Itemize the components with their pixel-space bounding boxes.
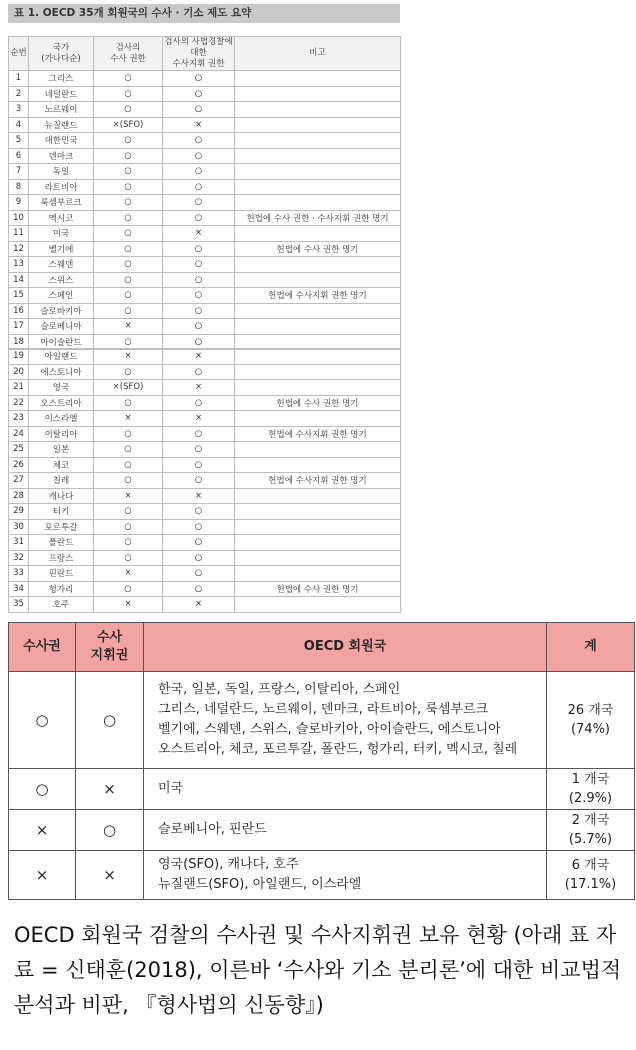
table-row xyxy=(9,164,401,180)
summary-count: 6 개국 xyxy=(571,858,610,873)
row-number: 25 xyxy=(9,442,29,458)
header-no: 순번 xyxy=(9,37,29,71)
summary-percent: (5.7%) xyxy=(568,832,613,847)
row-number: 17 xyxy=(9,319,29,335)
table-row xyxy=(9,71,401,87)
summary-countries-cell xyxy=(144,851,547,900)
table-row xyxy=(9,117,401,133)
summary-row xyxy=(9,769,635,810)
row-number: 21 xyxy=(9,380,29,396)
row-number: 18 xyxy=(9,334,29,350)
table-row xyxy=(9,288,401,304)
header-country-text: 국가 (가나다순) xyxy=(41,42,81,64)
row-investigation: ○ xyxy=(94,504,163,520)
row-number: 12 xyxy=(9,241,29,257)
row-investigation: ○ xyxy=(94,364,163,380)
row-direction: ○ xyxy=(163,164,235,180)
row-country: 헝가리 xyxy=(29,581,94,597)
table-row xyxy=(9,86,401,102)
row-country: 멕시코 xyxy=(29,210,94,226)
row-number: 9 xyxy=(9,195,29,211)
row-number: 26 xyxy=(9,457,29,473)
row-country: 스웨덴 xyxy=(29,257,94,273)
row-direction: × xyxy=(163,380,235,396)
row-number: 7 xyxy=(9,164,29,180)
row-investigation: ○ xyxy=(94,519,163,535)
row-direction: × xyxy=(163,488,235,504)
row-remarks xyxy=(235,71,401,87)
row-direction: ○ xyxy=(163,334,235,350)
row-remarks: 헌법에 수사 권한 명기 xyxy=(235,395,401,411)
row-direction: ○ xyxy=(163,426,235,442)
row-remarks: 헌법에 수사 권한 · 수사지휘 권한 명기 xyxy=(235,210,401,226)
table-row xyxy=(9,272,401,288)
row-remarks xyxy=(235,442,401,458)
summary-countries-line: 한국, 일본, 독일, 프랑스, 이탈리아, 스페인 xyxy=(158,682,401,697)
row-remarks xyxy=(235,257,401,273)
table-row xyxy=(9,210,401,226)
summary-row xyxy=(9,851,635,900)
row-country: 폴란드 xyxy=(29,535,94,551)
summary-direction-mark: × xyxy=(76,769,144,810)
row-direction: ○ xyxy=(163,241,235,257)
row-direction: ○ xyxy=(163,581,235,597)
row-country: 이탈리아 xyxy=(29,426,94,442)
row-investigation: ○ xyxy=(94,550,163,566)
row-direction: ○ xyxy=(163,71,235,87)
row-direction: ○ xyxy=(163,148,235,164)
row-investigation: × xyxy=(94,488,163,504)
row-investigation: × xyxy=(94,597,163,613)
row-remarks xyxy=(235,364,401,380)
row-remarks xyxy=(235,457,401,473)
row-investigation: × xyxy=(94,319,163,335)
row-number: 1 xyxy=(9,71,29,87)
row-number: 6 xyxy=(9,148,29,164)
row-country: 슬로베니아 xyxy=(29,319,94,335)
row-number: 23 xyxy=(9,411,29,427)
row-direction: ○ xyxy=(163,550,235,566)
summary-header-countries: OECD 회원국 xyxy=(144,623,547,672)
table-row xyxy=(9,581,401,597)
row-country: 아일랜드 xyxy=(29,349,94,365)
row-remarks xyxy=(235,117,401,133)
table-row xyxy=(9,102,401,118)
row-remarks xyxy=(235,488,401,504)
table-row xyxy=(9,179,401,195)
row-country: 벨기에 xyxy=(29,241,94,257)
row-number: 33 xyxy=(9,566,29,582)
row-direction: ○ xyxy=(163,566,235,582)
table-row xyxy=(9,195,401,211)
row-remarks xyxy=(235,597,401,613)
row-country: 덴마크 xyxy=(29,148,94,164)
table-row xyxy=(9,319,401,335)
row-direction: ○ xyxy=(163,195,235,211)
row-investigation: ○ xyxy=(94,133,163,149)
row-remarks xyxy=(235,566,401,582)
row-country: 그리스 xyxy=(29,71,94,87)
row-country: 포르투갈 xyxy=(29,519,94,535)
table-row xyxy=(9,395,401,411)
row-remarks xyxy=(235,319,401,335)
row-country: 터키 xyxy=(29,504,94,520)
row-direction: ○ xyxy=(163,133,235,149)
row-direction: ○ xyxy=(163,210,235,226)
summary-total-cell xyxy=(547,672,635,769)
row-number: 11 xyxy=(9,226,29,242)
summary-percent: (2.9%) xyxy=(568,791,613,806)
row-country: 영국 xyxy=(29,380,94,396)
row-remarks xyxy=(235,179,401,195)
table-row xyxy=(9,488,401,504)
summary-header-direction xyxy=(76,623,144,672)
summary-countries-line: 미국 xyxy=(158,781,184,796)
row-direction: ○ xyxy=(163,364,235,380)
summary-header-row xyxy=(9,623,635,672)
row-direction: ○ xyxy=(163,395,235,411)
row-remarks xyxy=(235,164,401,180)
table-row xyxy=(9,550,401,566)
row-number: 13 xyxy=(9,257,29,273)
row-country: 미국 xyxy=(29,226,94,242)
row-remarks xyxy=(235,86,401,102)
table1-part2 xyxy=(8,348,401,613)
row-investigation: ○ xyxy=(94,164,163,180)
row-investigation: ○ xyxy=(94,226,163,242)
summary-investigation-mark: ○ xyxy=(9,672,76,769)
row-direction: ○ xyxy=(163,535,235,551)
summary-countries-cell xyxy=(144,769,547,810)
row-country: 뉴질랜드 xyxy=(29,117,94,133)
table1-header-row xyxy=(9,37,401,71)
row-number: 10 xyxy=(9,210,29,226)
row-investigation: ○ xyxy=(94,535,163,551)
row-direction: × xyxy=(163,349,235,365)
row-investigation: ○ xyxy=(94,195,163,211)
row-number: 22 xyxy=(9,395,29,411)
header-investigation-text: 검사의 수사 권한 xyxy=(110,42,146,64)
row-direction: × xyxy=(163,597,235,613)
row-country: 스페인 xyxy=(29,288,94,304)
summary-countries-line: 뉴질랜드(SFO), 아일랜드, 이스라엘 xyxy=(158,877,362,892)
header-country xyxy=(29,37,94,71)
row-country: 일본 xyxy=(29,442,94,458)
table-row xyxy=(9,148,401,164)
row-investigation: ○ xyxy=(94,457,163,473)
row-number: 15 xyxy=(9,288,29,304)
row-number: 32 xyxy=(9,550,29,566)
row-country: 스위스 xyxy=(29,272,94,288)
row-remarks: 헌법에 수사 권한 명기 xyxy=(235,241,401,257)
summary-countries-line: 그리스, 네덜란드, 노르웨이, 덴마크, 라트비아, 룩셈부르크 xyxy=(158,702,489,717)
row-direction: ○ xyxy=(163,319,235,335)
table-row xyxy=(9,519,401,535)
summary-direction-mark: × xyxy=(76,851,144,900)
summary-countries-cell xyxy=(144,810,547,851)
row-country: 아이슬란드 xyxy=(29,334,94,350)
row-number: 4 xyxy=(9,117,29,133)
row-number: 30 xyxy=(9,519,29,535)
summary-count: 2 개국 xyxy=(571,813,610,828)
summary-percent: (17.1%) xyxy=(564,877,617,892)
row-number: 2 xyxy=(9,86,29,102)
summary-investigation-mark: × xyxy=(9,810,76,851)
row-direction: × xyxy=(163,411,235,427)
summary-header-total: 계 xyxy=(547,623,635,672)
row-country: 캐나다 xyxy=(29,488,94,504)
row-remarks xyxy=(235,102,401,118)
header-direction xyxy=(163,37,235,71)
row-country: 핀란드 xyxy=(29,566,94,582)
row-investigation: ○ xyxy=(94,272,163,288)
row-number: 34 xyxy=(9,581,29,597)
table-row xyxy=(9,473,401,489)
row-remarks xyxy=(235,411,401,427)
summary-direction-mark: ○ xyxy=(76,672,144,769)
summary-direction-mark: ○ xyxy=(76,810,144,851)
row-country: 프랑스 xyxy=(29,550,94,566)
row-remarks: 헌법에 수사지휘 권한 명기 xyxy=(235,426,401,442)
summary-header-direction-line2: 지휘권 xyxy=(90,648,129,663)
row-investigation: × xyxy=(94,411,163,427)
row-number: 28 xyxy=(9,488,29,504)
row-direction: ○ xyxy=(163,303,235,319)
table-row xyxy=(9,457,401,473)
row-number: 29 xyxy=(9,504,29,520)
summary-header-investigation: 수사권 xyxy=(9,623,76,672)
row-number: 31 xyxy=(9,535,29,551)
summary-countries-line: 벨기에, 스웨덴, 스위스, 슬로바키아, 아이슬란드, 에스토니아 xyxy=(158,722,501,737)
table-row xyxy=(9,303,401,319)
header-direction-text: 검사의 사법경찰에 대한 수사지휘 권한 xyxy=(164,37,233,69)
row-investigation: ○ xyxy=(94,86,163,102)
summary-total-cell xyxy=(547,810,635,851)
row-direction: ○ xyxy=(163,457,235,473)
row-investigation: ○ xyxy=(94,334,163,350)
summary-countries-line: 슬로베니아, 핀란드 xyxy=(158,822,267,837)
row-investigation: ×(SFO) xyxy=(94,117,163,133)
summary-header-direction-line1: 수사 xyxy=(96,630,123,645)
table-row xyxy=(9,566,401,582)
row-remarks xyxy=(235,148,401,164)
table-row xyxy=(9,364,401,380)
summary-row xyxy=(9,810,635,851)
row-direction: ○ xyxy=(163,257,235,273)
row-direction: ○ xyxy=(163,288,235,304)
row-direction: ○ xyxy=(163,519,235,535)
row-remarks xyxy=(235,226,401,242)
row-country: 슬로바키아 xyxy=(29,303,94,319)
row-direction: × xyxy=(163,226,235,242)
table-row xyxy=(9,257,401,273)
table-row xyxy=(9,241,401,257)
figure-caption: OECD 회원국 검찰의 수사권 및 수사지휘권 보유 현황 (아래 표 자료 = 신태훈(2018), 이른바 ‘수사와 기소 분리론’에 대한 비교법적 분석과 비판, 『형사법의 신동향』) xyxy=(14,923,622,1017)
table-row xyxy=(9,411,401,427)
row-investigation: ○ xyxy=(94,395,163,411)
row-investigation: ○ xyxy=(94,442,163,458)
row-number: 20 xyxy=(9,364,29,380)
row-country: 칠레 xyxy=(29,473,94,489)
row-number: 14 xyxy=(9,272,29,288)
row-investigation: ○ xyxy=(94,303,163,319)
table1-part1 xyxy=(8,36,401,350)
table-row xyxy=(9,597,401,613)
row-investigation: × xyxy=(94,566,163,582)
row-number: 19 xyxy=(9,349,29,365)
row-investigation: ○ xyxy=(94,581,163,597)
row-direction: × xyxy=(163,117,235,133)
row-country: 오스트리아 xyxy=(29,395,94,411)
row-investigation: ○ xyxy=(94,257,163,273)
row-country: 호주 xyxy=(29,597,94,613)
row-number: 24 xyxy=(9,426,29,442)
summary-countries-line: 오스트리아, 체코, 포르투갈, 폴란드, 헝가리, 터키, 멕시코, 칠레 xyxy=(158,742,518,757)
row-remarks xyxy=(235,349,401,365)
table-row xyxy=(9,133,401,149)
row-country: 대한민국 xyxy=(29,133,94,149)
summary-table xyxy=(8,622,635,900)
row-country: 네덜란드 xyxy=(29,86,94,102)
row-remarks xyxy=(235,504,401,520)
row-investigation: ○ xyxy=(94,148,163,164)
row-number: 5 xyxy=(9,133,29,149)
row-direction: ○ xyxy=(163,102,235,118)
row-number: 3 xyxy=(9,102,29,118)
row-number: 35 xyxy=(9,597,29,613)
summary-countries-line: 영국(SFO), 캐나다, 호주 xyxy=(158,857,299,872)
table-row xyxy=(9,535,401,551)
row-remarks: 헌법에 수사 권한 명기 xyxy=(235,581,401,597)
row-number: 8 xyxy=(9,179,29,195)
table-row xyxy=(9,349,401,365)
row-remarks xyxy=(235,380,401,396)
table-row xyxy=(9,504,401,520)
summary-count: 1 개국 xyxy=(571,772,610,787)
table-row xyxy=(9,226,401,242)
row-remarks xyxy=(235,195,401,211)
row-investigation: ○ xyxy=(94,473,163,489)
row-investigation: ○ xyxy=(94,102,163,118)
summary-investigation-mark: × xyxy=(9,851,76,900)
summary-investigation-mark: ○ xyxy=(9,769,76,810)
row-remarks: 헌법에 수사지휘 권한 명기 xyxy=(235,288,401,304)
row-direction: ○ xyxy=(163,504,235,520)
summary-row xyxy=(9,672,635,769)
row-investigation: ○ xyxy=(94,241,163,257)
row-investigation: ×(SFO) xyxy=(94,380,163,396)
summary-count: 26 개국 xyxy=(567,703,614,718)
row-remarks xyxy=(235,272,401,288)
row-country: 에스토니아 xyxy=(29,364,94,380)
row-country: 이스라엘 xyxy=(29,411,94,427)
row-direction: ○ xyxy=(163,442,235,458)
table-row xyxy=(9,442,401,458)
row-investigation: ○ xyxy=(94,426,163,442)
summary-percent: (74%) xyxy=(570,722,611,737)
header-remarks: 비고 xyxy=(235,37,401,71)
row-direction: ○ xyxy=(163,473,235,489)
header-investigation xyxy=(94,37,163,71)
table-row xyxy=(9,380,401,396)
row-remarks xyxy=(235,535,401,551)
row-country: 룩셈부르크 xyxy=(29,195,94,211)
row-remarks: 헌법에 수사지휘 권한 명기 xyxy=(235,473,401,489)
table-row xyxy=(9,426,401,442)
row-direction: ○ xyxy=(163,179,235,195)
row-investigation: × xyxy=(94,349,163,365)
row-country: 체코 xyxy=(29,457,94,473)
summary-total-cell xyxy=(547,851,635,900)
table1-title: 표 1. OECD 35개 회원국의 수사 · 기소 제도 요약 xyxy=(8,4,400,23)
row-direction: ○ xyxy=(163,272,235,288)
row-number: 27 xyxy=(9,473,29,489)
row-remarks xyxy=(235,550,401,566)
row-investigation: ○ xyxy=(94,288,163,304)
row-investigation: ○ xyxy=(94,71,163,87)
row-country: 라트비아 xyxy=(29,179,94,195)
row-number: 16 xyxy=(9,303,29,319)
row-remarks xyxy=(235,303,401,319)
row-country: 노르웨이 xyxy=(29,102,94,118)
row-investigation: ○ xyxy=(94,210,163,226)
row-direction: ○ xyxy=(163,86,235,102)
summary-countries-cell xyxy=(144,672,547,769)
row-remarks xyxy=(235,519,401,535)
summary-total-cell xyxy=(547,769,635,810)
row-remarks xyxy=(235,133,401,149)
row-investigation: ○ xyxy=(94,179,163,195)
row-country: 독일 xyxy=(29,164,94,180)
